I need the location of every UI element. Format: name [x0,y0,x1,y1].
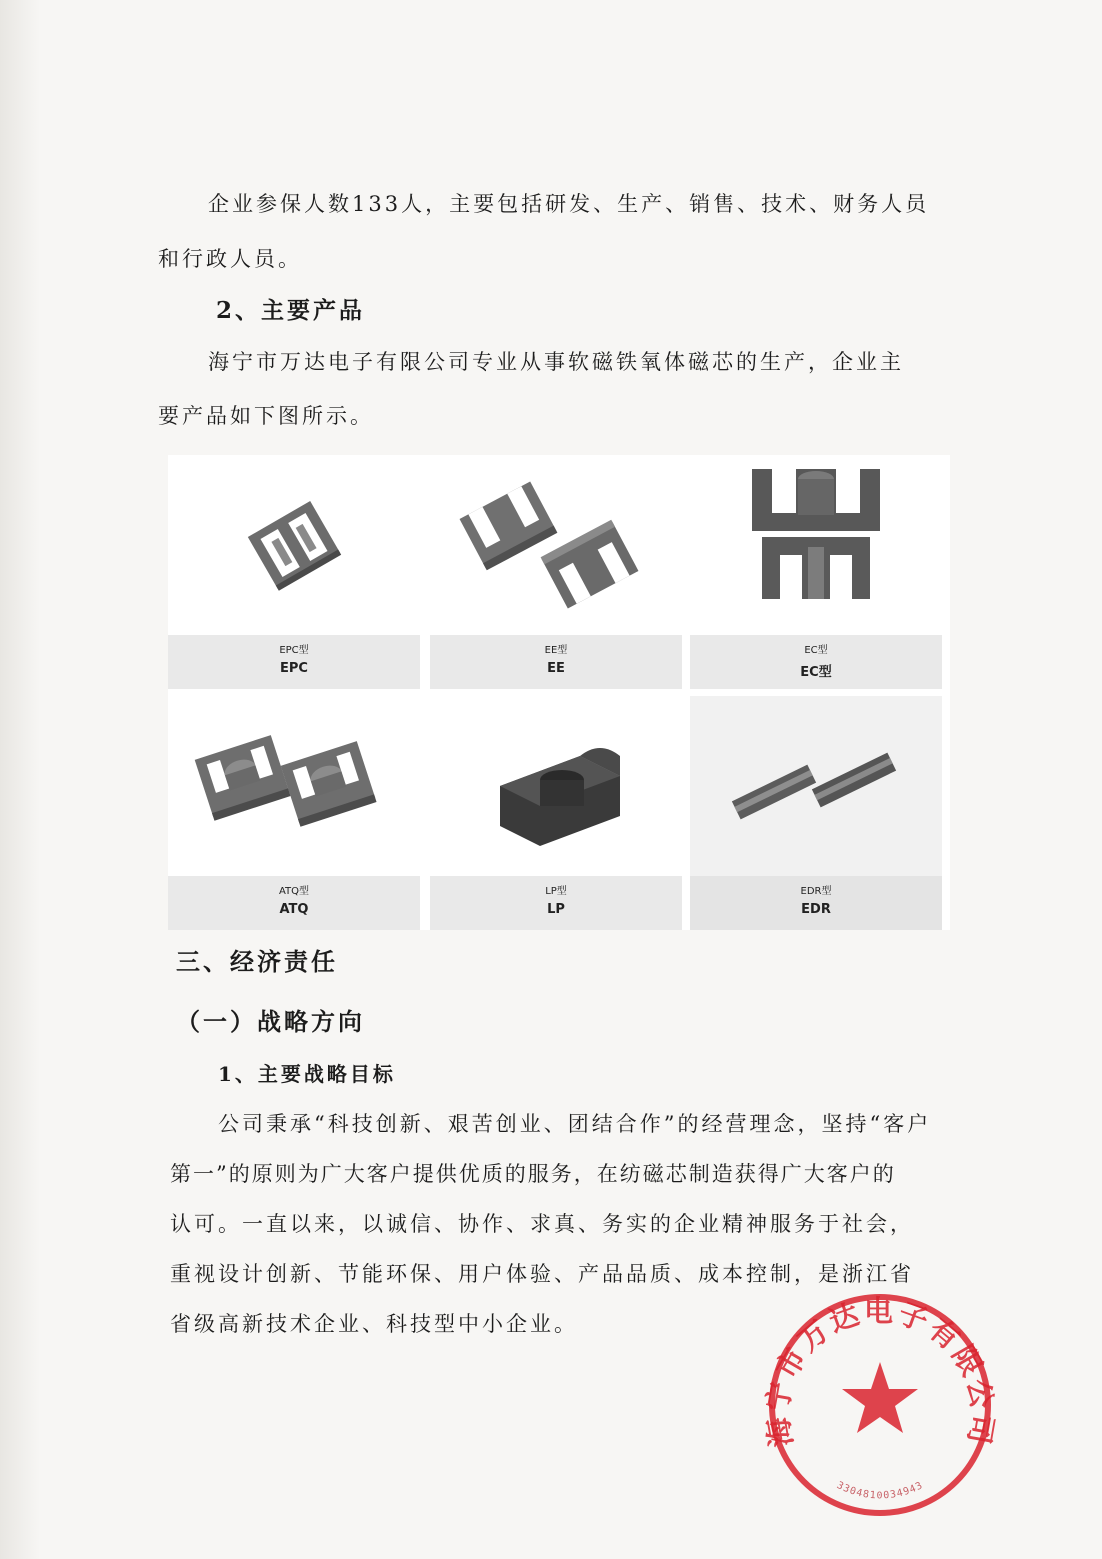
product-caption-main: ATQ [279,902,309,917]
product-card-edr [690,696,942,930]
product-caption-small: ATQ型 [278,886,310,897]
product-caption [168,635,420,689]
product-caption [430,635,682,689]
product-caption-small: EC型 [804,645,828,656]
strategy-paragraph-line-2: 第一”的原则为广大客户提供优质的服务，在纺磁芯制造获得广大客户的 [170,1162,896,1186]
lp-core-icon [430,696,682,876]
epc-core-icon [168,455,420,635]
strategy-paragraph-line-5: 省级高新技术企业、科技型中小企业。 [170,1312,578,1336]
economic-section-heading: 三、经济责任 [176,947,338,976]
atq-core-icon [168,696,420,876]
products-paragraph-line-2: 要产品如下图所示。 [158,404,374,428]
staff-paragraph-line-1: 企业参保人数133人，主要包括研发、生产、销售、技术、财务人员 [208,192,930,216]
products-paragraph-line-1: 海宁市万达电子有限公司专业从事软磁铁氧体磁芯的生产，企业主 [208,350,904,374]
product-card-epc [168,455,420,689]
ec-core-icon [690,455,942,635]
product-caption-small: EDR型 [800,886,832,897]
strategy-subheading: （一）战略方向 [176,1007,365,1036]
page-edge-shadow [0,0,40,1559]
product-caption-main: EDR [801,902,831,917]
edr-core-icon [690,696,942,876]
staff-paragraph-line-2: 和行政人员。 [158,247,302,271]
ee-core-icon [430,455,682,635]
strategy-paragraph-line-3: 认可。一直以来，以诚信、协作、求真、务实的企业精神服务于社会， [170,1212,914,1236]
product-caption [690,635,942,689]
product-caption-small: LP型 [545,886,567,897]
product-caption-main: EE [547,661,565,676]
product-caption [690,876,942,930]
product-card-atq [168,696,420,930]
product-caption-main: EPC [280,661,308,676]
strategy-goal-heading: 1、主要战略目标 [218,1062,396,1086]
product-card-lp [430,696,682,930]
strategy-paragraph-line-4: 重视设计创新、节能环保、用户体验、产品品质、成本控制，是浙江省 [170,1262,914,1286]
product-caption-small: EPC型 [279,645,309,656]
product-image-grid [168,455,950,930]
company-seal [760,1290,1000,1520]
product-caption-small: EE型 [544,645,568,656]
product-caption-main: EC型 [800,665,832,680]
products-heading: 2、主要产品 [216,297,366,324]
product-card-ee [430,455,682,689]
svg-text:海宁市万达电子有限公司: 海宁市万达电子有限公司 [760,1294,1000,1450]
product-caption-main: LP [547,902,565,917]
product-caption [430,876,682,930]
strategy-paragraph-line-1: 公司秉承“科技创新、艰苦创业、团结合作”的经营理念，坚持“客户 [218,1112,932,1136]
product-card-ec [690,455,942,689]
svg-text:3304810034943: 3304810034943 [834,1479,926,1502]
product-caption [168,876,420,930]
